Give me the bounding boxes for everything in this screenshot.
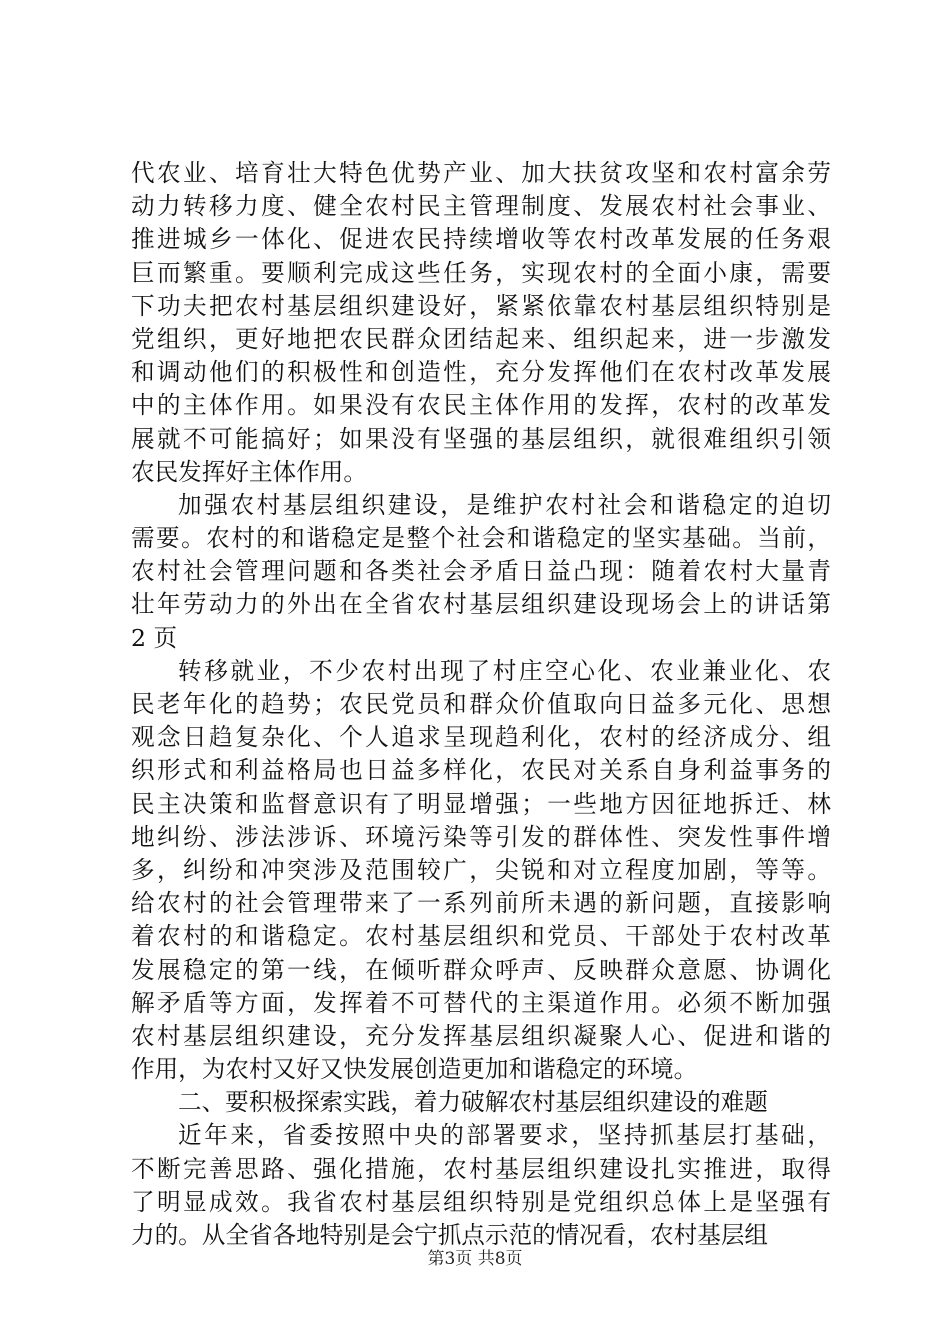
text-line: 党组织，更好地把农民群众团结起来、组织起来，进一步激发: [131, 324, 831, 353]
page-footer: 第3页 共8页: [427, 1249, 523, 1269]
paragraph: [131, 489, 831, 655]
text-line: 农民发挥好主体作用。: [131, 457, 367, 486]
text-line: 民主决策和监督意识有了明显增强；一些地方因征地拆迁、林: [131, 789, 831, 818]
paragraph: [131, 655, 831, 1086]
text-line: 壮年劳动力的外出在全省农村基层组织建设现场会上的讲话第: [131, 590, 831, 619]
text-line: 代农业、培育壮大特色优势产业、加大扶贫攻坚和农村富余劳: [131, 159, 831, 187]
text-line: 着农村的和谐稳定。农村基层组织和党员、干部处于农村改革: [131, 922, 831, 951]
text-line: 农村基层组织建设，充分发挥基层组织凝聚人心、促进和谐的: [131, 1021, 831, 1050]
text-line: 解矛盾等方面，发挥着不可替代的主渠道作用。必须不断加强: [131, 988, 831, 1017]
document-body: [131, 157, 831, 1252]
text-line: 二、要积极探索实践，着力破解农村基层组织建设的难题: [178, 1088, 768, 1117]
paragraph: [131, 157, 831, 489]
text-line: 下功夫把农村基层组织建设好，紧紧依靠农村基层组织特别是: [131, 291, 831, 320]
text-line: 发展稳定的第一线，在倾听群众呼声、反映群众意愿、协调化: [131, 955, 831, 984]
text-line: 需要。农村的和谐稳定是整个社会和谐稳定的坚实基础。当前，: [131, 524, 831, 553]
text-line: 2 页: [131, 623, 178, 652]
text-line: 巨而繁重。要顺利完成这些任务，实现农村的全面小康，需要: [131, 258, 831, 287]
text-line: 织形式和利益格局也日益多样化，农民对关系自身利益事务的: [131, 756, 831, 785]
text-line: 展就不可能搞好；如果没有坚强的基层组织，就很难组织引领: [131, 424, 831, 453]
text-line: 和调动他们的积极性和创造性，充分发挥他们在农村改革发展: [131, 358, 831, 387]
text-line: 转移就业，不少农村出现了村庄空心化、农业兼业化、农: [178, 656, 831, 685]
text-line: 动力转移力度、健全农村民主管理制度、发展农村社会事业、: [131, 192, 831, 221]
text-line: 观念日趋复杂化、个人追求呈现趋利化，农村的经济成分、组: [131, 723, 831, 752]
text-line: 力的。从全省各地特别是会宁抓点示范的情况看，农村基层组: [131, 1221, 769, 1249]
text-line: 推进城乡一体化、促进农民持续增收等农村改革发展的任务艰: [131, 225, 831, 254]
text-line: 地纠纷、涉法涉诉、环境污染等引发的群体性、突发性事件增: [131, 822, 831, 851]
text-line: 作用，为农村又好又快发展创造更加和谐稳定的环境。: [131, 1055, 698, 1084]
text-line: 农村社会管理问题和各类社会矛盾日益凸现：随着农村大量青: [131, 557, 831, 586]
text-line: 民老年化的趋势；农民党员和群众价值取向日益多元化、思想: [131, 690, 831, 718]
text-line: 了明显成效。我省农村基层组织特别是党组织总体上是坚强有: [131, 1187, 831, 1216]
text-line: 给农村的社会管理带来了一系列前所未遇的新问题，直接影响: [131, 889, 831, 918]
paragraph: [131, 1119, 831, 1252]
text-line: 近年来，省委按照中央的部署要求，坚持抓基层打基础，: [178, 1121, 831, 1150]
text-line: 多，纠纷和冲突涉及范围较广，尖锐和对立程度加剧，等等。: [131, 855, 831, 884]
paragraph: [131, 1086, 831, 1119]
text-line: 加强农村基层组织建设，是维护农村社会和谐稳定的迫切: [178, 490, 831, 519]
text-line: 不断完善思路、强化措施，农村基层组织建设扎实推进，取得: [131, 1154, 831, 1183]
text-line: 中的主体作用。如果没有农民主体作用的发挥，农村的改革发: [131, 391, 831, 420]
